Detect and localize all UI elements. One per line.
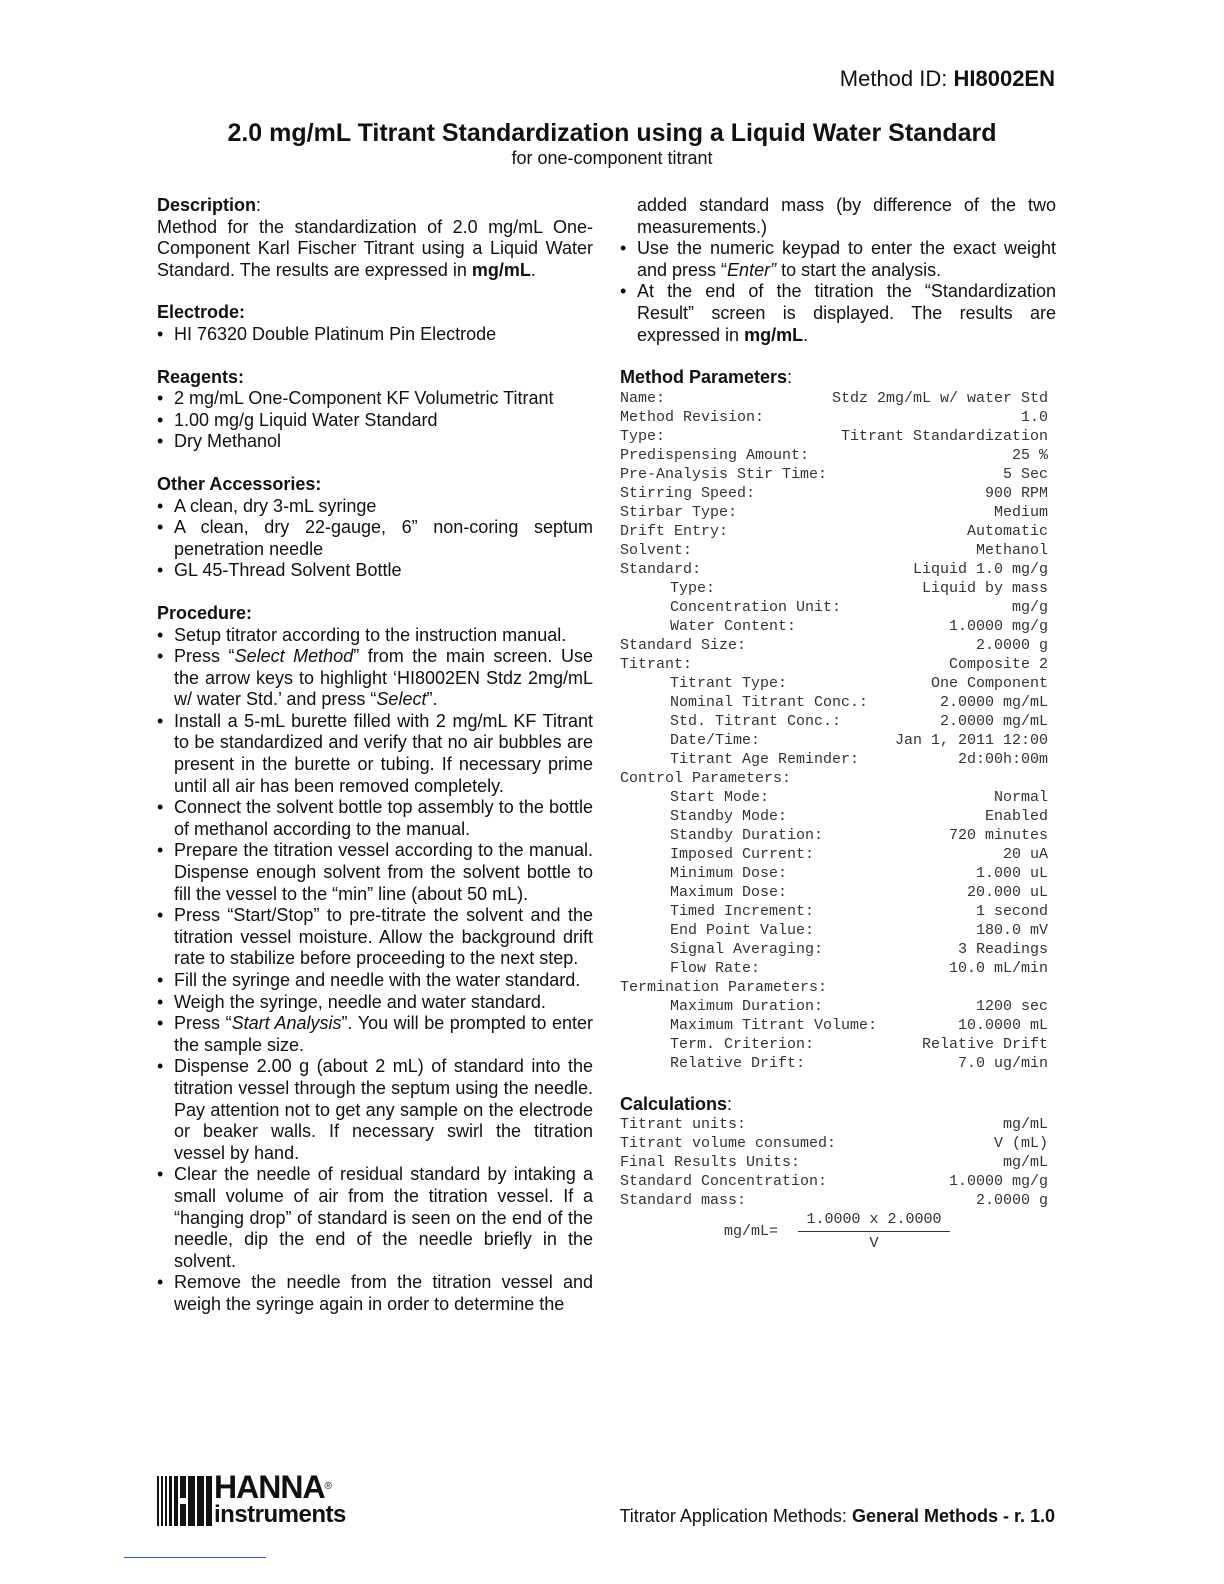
calc-row: Titrant units: mg/mL [620, 1116, 1048, 1134]
procedure-step: • Install a 5-mL burette filled with 2 mg/mL KF Titrant to be standardized and verify that no air bubbles are present in the burette or tubing. If necessary prime until all air has been removed completely. [157, 711, 593, 797]
param-row: Titrant Type: One Component [670, 674, 1048, 692]
accessories-list [157, 496, 593, 582]
list-item: • Dry Methanol [157, 431, 593, 453]
procedure-step: • Press “Start Analysis”. You will be prompted to enter the sample size. [157, 1013, 593, 1056]
procedure-list-continued [620, 238, 1056, 346]
formula-fraction-bar [798, 1231, 950, 1232]
param-row: Name: Stdz 2mg/mL w/ water Std [620, 389, 1048, 407]
param-row: Concentration Unit: mg/g [670, 598, 1048, 616]
param-row: Minimum Dose: 1.000 uL [670, 864, 1048, 882]
reagents-heading: Reagents: [157, 366, 245, 387]
description-text: Method for the standardization of 2.0 mg/mL One-Component Karl Fischer Titrant using a Liquid Water Standard. The results are expressed in mg/mL. [157, 216, 593, 280]
param-row: Drift Entry: Automatic [620, 522, 1048, 540]
param-row: Maximum Titrant Volume: 10.0000 mL [670, 1016, 1048, 1034]
procedure-step: • Weigh the syringe, needle and water standard. [157, 992, 593, 1014]
param-row: Nominal Titrant Conc.: 2.0000 mg/mL [670, 693, 1048, 711]
param-row: Type: Titrant Standardization [620, 427, 1048, 445]
procedure-step: • Prepare the titration vessel according to the manual. Dispense enough solvent from the solvent bottle to fill the vessel to the “min” line (about 50 mL). [157, 840, 593, 905]
calculations-heading: Calculations: [620, 1093, 733, 1114]
param-row: Timed Increment: 1 second [670, 902, 1048, 920]
list-item: • A clean, dry 3-mL syringe [157, 496, 593, 518]
param-row: Predispensing Amount: 25 % [620, 446, 1048, 464]
procedure-step: • Fill the syringe and needle with the water standard. [157, 970, 593, 992]
accessories-heading: Other Accessories: [157, 473, 322, 494]
param-row: Date/Time: Jan 1, 2011 12:00 [670, 731, 1048, 749]
param-row: Method Revision: 1.0 [620, 408, 1048, 426]
procedure-step: • At the end of the titration the “Standardization Result” screen is displayed. The results are expressed in mg/mL. [620, 281, 1056, 346]
list-item: • 2 mg/mL One-Component KF Volumetric Titrant [157, 388, 593, 410]
list-item: • GL 45-Thread Solvent Bottle [157, 560, 593, 582]
param-row: Type: Liquid by mass [670, 579, 1048, 597]
electrode-list [157, 324, 593, 346]
footer-text: Titrator Application Methods: General Methods - r. 1.0 [619, 1506, 1055, 1526]
calc-row: Standard Concentration: 1.0000 mg/g [620, 1173, 1048, 1191]
method-parameters-table [620, 389, 1056, 1073]
param-row: Standby Duration: 720 minutes [670, 826, 1048, 844]
description-heading: Description: [157, 195, 262, 215]
param-row: Stirbar Type: Medium [620, 503, 1048, 521]
electrode-heading: Electrode: [157, 302, 246, 323]
param-row: Standard: Liquid 1.0 mg/g [620, 560, 1048, 578]
param-row: Pre-Analysis Stir Time: 5 Sec [620, 465, 1048, 483]
procedure-step: • Press “Select Method” from the main screen. Use the arrow keys to highlight ‘HI8002EN Stdz 2mg/mL w/ water Std.’ and press “Select”. [157, 646, 593, 711]
left-column [157, 195, 593, 1316]
logo-text-bottom: instruments [214, 1501, 346, 1528]
procedure-step: • Use the numeric keypad to enter the exact weight and press “Enter” to start the analysis. [620, 238, 1056, 281]
param-row: Maximum Dose: 20.000 uL [670, 883, 1048, 901]
calc-row: Standard mass: 2.0000 g [620, 1192, 1048, 1210]
page-title: 2.0 mg/mL Titrant Standardization using a Liquid Water Standard [227, 119, 997, 147]
procedure-step: • Dispense 2.00 g (about 2 mL) of standard into the titration vessel through the septum using the needle. Pay attention not to get any sample on the electrode or beaker walls. If necessary swirl the titration vessel by hand. [157, 1056, 593, 1164]
param-row: Standby Mode: Enabled [670, 807, 1048, 825]
param-row: Std. Titrant Conc.: 2.0000 mg/mL [670, 712, 1048, 730]
method-parameters-heading: Method Parameters: [620, 367, 793, 388]
param-row: Control Parameters: [620, 769, 792, 787]
method-id-value: HI8002EN [953, 66, 1055, 91]
calc-row: Titrant volume consumed: V (mL) [620, 1135, 1048, 1153]
procedure-list [157, 625, 593, 1316]
right-column [620, 195, 1056, 1254]
param-row: Relative Drift: 7.0 ug/min [670, 1054, 1048, 1072]
param-row: Titrant: Composite 2 [620, 655, 1048, 673]
param-row: Term. Criterion: Relative Drift [670, 1035, 1048, 1053]
procedure-step: • Connect the solvent bottle top assembly to the bottle of methanol according to the manual. [157, 797, 593, 840]
formula-numerator: 1.0000 x 2.0000 [806, 1211, 942, 1229]
param-row: Imposed Current: 20 uA [670, 845, 1048, 863]
param-row: Standard Size: 2.0000 g [620, 636, 1048, 654]
logo-text-top: HANNA® [214, 1469, 331, 1505]
procedure-step: • Setup titrator according to the instruction manual. [157, 625, 593, 647]
calculations-table [620, 1115, 1056, 1254]
list-item: • A clean, dry 22-gauge, 6” non-coring septum penetration needle [157, 517, 593, 560]
hanna-instruments-logo [157, 1469, 352, 1528]
procedure-step: • Remove the needle from the titration vessel and weigh the syringe again in order to determine the [157, 1272, 593, 1315]
procedure-step-continued: added standard mass (by difference of the two measurements.) [637, 195, 1056, 237]
param-row: Flow Rate: 10.0 mL/min [670, 959, 1048, 977]
footer-divider [124, 1557, 266, 1558]
reagents-list [157, 388, 593, 453]
param-row: Titrant Age Reminder: 2d:00h:00m [670, 750, 1048, 768]
procedure-step: • Clear the needle of residual standard by intaking a small volume of air from the titration vessel. If a “hanging drop” of standard is seen on the end of the needle, dip the end of the needle briefly in the solvent. [157, 1164, 593, 1272]
param-row: Stirring Speed: 900 RPM [620, 484, 1048, 502]
param-row: Start Mode: Normal [670, 788, 1048, 806]
param-row: Solvent: Methanol [620, 541, 1048, 559]
list-item: • 1.00 mg/g Liquid Water Standard [157, 410, 593, 432]
formula-denominator: V [869, 1235, 879, 1253]
param-row: Signal Averaging: 3 Readings [670, 940, 1048, 958]
method-id [840, 66, 1055, 92]
procedure-step: • Press “Start/Stop” to pre-titrate the solvent and the titration vessel moisture. Allow the background drift rate to stabilize before proceeding to the next step. [157, 905, 593, 970]
calc-row: Final Results Units: mg/mL [620, 1154, 1048, 1172]
param-row: Maximum Duration: 1200 sec [670, 997, 1048, 1015]
list-item: • HI 76320 Double Platinum Pin Electrode [157, 324, 593, 346]
page-subtitle: for one-component titrant [511, 148, 713, 168]
formula [620, 1210, 1048, 1254]
formula-lhs: mg/mL= [724, 1223, 779, 1241]
param-row: Water Content: 1.0000 mg/g [670, 617, 1048, 635]
procedure-heading: Procedure: [157, 602, 253, 623]
param-row: Termination Parameters: [620, 978, 828, 996]
method-id-label: Method ID: [839, 66, 954, 91]
param-row: End Point Value: 180.0 mV [670, 921, 1048, 939]
